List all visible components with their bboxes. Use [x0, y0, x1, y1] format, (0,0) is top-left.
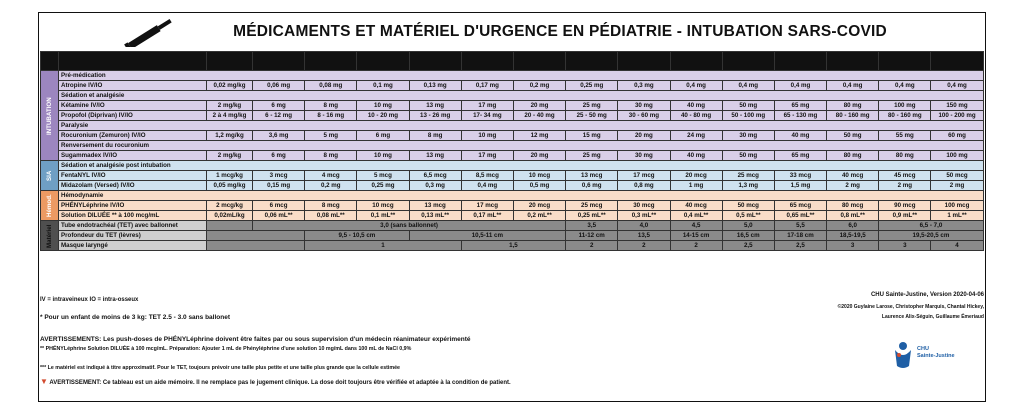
dose-per-kg: 1 mcg/kg: [207, 171, 253, 181]
dose-cell: 65 - 130 mg: [774, 111, 826, 121]
dose-cell: 2 mg: [931, 181, 983, 191]
dose-cell: 80 - 160 mg: [827, 111, 879, 121]
dose-cell: 0,1 mg: [357, 81, 409, 91]
drug-row: [41, 81, 984, 91]
dose-cell: 25 - 50 mg: [566, 111, 618, 121]
dose-cell: 20 mcg: [670, 171, 722, 181]
material-cell: [207, 231, 305, 241]
material-cell: 5,0: [722, 221, 774, 231]
dose-cell: 0,4 mg: [461, 181, 513, 191]
dose-cell: 0,1 mL**: [357, 211, 409, 221]
final-warning: [40, 377, 511, 386]
dose-cell: 17 mg: [461, 151, 513, 161]
subheader-label: Hémodynamie: [59, 191, 984, 201]
header-cell: [59, 52, 207, 71]
header-cell: [618, 52, 670, 71]
material-cell: 6,5 - 7,0: [879, 221, 983, 231]
material-cell: 1,5: [461, 241, 565, 251]
dose-cell: 50 mcg: [931, 171, 983, 181]
drug-name: Masque laryngé: [59, 241, 207, 251]
dose-cell: 40 - 80 mg: [670, 111, 722, 121]
dose-cell: 0,4 mg: [827, 81, 879, 91]
drug-name: Profondeur du TET (lèvres): [59, 231, 207, 241]
material-cell: 3: [879, 241, 931, 251]
final-warning-text: AVERTISSEMENT: Ce tableau est un aide mémoire. Il ne remplace pas le jugement clinique. La dose doit toujours être vérifiée et adaptée à la condition de patient.: [49, 380, 511, 386]
dose-cell: 0,3 mg: [618, 81, 670, 91]
dose-cell: 10 mg: [357, 151, 409, 161]
dose-cell: 40 mg: [670, 151, 722, 161]
dose-cell: 0,25 mg: [566, 81, 618, 91]
subheader-row: [41, 161, 984, 171]
dose-cell: 0,25 mg: [357, 181, 409, 191]
dose-cell: 25 mcg: [566, 201, 618, 211]
dose-cell: 50 mg: [722, 101, 774, 111]
dose-cell: 100 mg: [931, 151, 983, 161]
dose-cell: 20 mg: [618, 131, 670, 141]
material-cell: 3,5: [566, 221, 618, 231]
dose-cell: 0,4 mg: [879, 81, 931, 91]
legend: IV = intraveineux IO = intra-osseux: [40, 297, 139, 303]
dose-cell: 25 mg: [566, 101, 618, 111]
header-cell: [774, 52, 826, 71]
dose-cell: 45 mcg: [879, 171, 931, 181]
dose-per-kg: 1,2 mg/kg: [207, 131, 253, 141]
drug-row: [41, 131, 984, 141]
dose-per-kg: 2 mcg/kg: [207, 201, 253, 211]
material-cell: 3,0 (sans ballonnet): [253, 221, 566, 231]
dose-cell: 0,08 mg: [305, 81, 357, 91]
dose-cell: 6 mg: [253, 151, 305, 161]
dose-cell: 60 mg: [931, 131, 983, 141]
chu-title: CHU: [917, 346, 929, 352]
dose-per-kg: 2 à 4 mg/kg: [207, 111, 253, 121]
drug-row: [41, 241, 984, 251]
drug-row: [41, 101, 984, 111]
material-cell: 17-18 cm: [774, 231, 826, 241]
chu-name: [917, 346, 955, 360]
dose-cell: 0,13 mL**: [409, 211, 461, 221]
dose-cell: 0,4 mg: [722, 81, 774, 91]
dose-cell: 20 - 40 mg: [513, 111, 565, 121]
dose-cell: 0,4 mg: [670, 81, 722, 91]
header-cell: [722, 52, 774, 71]
dose-cell: 2 mg: [827, 181, 879, 191]
subheader-row: [41, 91, 984, 101]
dose-cell: 150 mg: [931, 101, 983, 111]
dose-cell: 90 mcg: [879, 201, 931, 211]
section-label: INTUBATION: [41, 71, 59, 161]
material-cell: 6,0: [827, 221, 879, 231]
subheader-row: [41, 191, 984, 201]
dose-cell: 13 mcg: [409, 201, 461, 211]
material-cell: 4,5: [670, 221, 722, 231]
dose-cell: 20 mcg: [513, 201, 565, 211]
dose-cell: 80 mcg: [827, 201, 879, 211]
dose-cell: 10 mg: [461, 131, 513, 141]
drug-name: Tube endotrachéal (TET) avec ballonnet: [59, 221, 207, 231]
dose-per-kg: 2 mg/kg: [207, 101, 253, 111]
dose-cell: 0,06 mL**: [253, 211, 305, 221]
dose-cell: 30 mg: [722, 131, 774, 141]
material-note: *** Le matériel est indiqué à titre approximatif. Pour le TET, toujours prévoir une taille plus petite et une taille plus grande que la cellule estimée: [40, 365, 400, 371]
credit-authors-2: Laurence Alix-Séguin, Guillaume Émeriaud: [881, 314, 984, 320]
dose-cell: 65 mg: [774, 101, 826, 111]
header-cell: [253, 52, 305, 71]
dose-cell: 40 mcg: [827, 171, 879, 181]
dose-cell: 30 - 60 mg: [618, 111, 670, 121]
header-cell: [409, 52, 461, 71]
dose-cell: 0,17 mg: [461, 81, 513, 91]
dose-cell: 0,4 mg: [931, 81, 983, 91]
drug-name: Midazolam (Versed) IV/IO: [59, 181, 207, 191]
header-cell: [41, 52, 59, 71]
material-cell: 2,5: [722, 241, 774, 251]
dose-cell: 8 mg: [409, 131, 461, 141]
dose-cell: 10 mcg: [513, 171, 565, 181]
material-cell: 11-12 cm: [566, 231, 618, 241]
subheader-label: Pré-médication: [59, 71, 984, 81]
dose-cell: 3 mcg: [253, 171, 305, 181]
header-cell: [513, 52, 565, 71]
dose-cell: 1,3 mg: [722, 181, 774, 191]
dose-cell: 0,08 mL**: [305, 211, 357, 221]
material-cell: 9,5 - 10,5 cm: [305, 231, 409, 241]
subheader-label: Paralysie: [59, 121, 984, 131]
warning-title: AVERTISSEMENTS: Les push-doses de PHÉNYLéphrine doivent être faites par ou sous supervision d'un médecin réanimateur expérimenté: [40, 336, 471, 343]
drug-name: Sugammadex IV/IO: [59, 151, 207, 161]
dose-per-kg: 2 mg/kg: [207, 151, 253, 161]
drug-row: [41, 181, 984, 191]
dose-cell: 0,25 mL**: [566, 211, 618, 221]
subheader-row: [41, 121, 984, 131]
dose-cell: 100 mcg: [931, 201, 983, 211]
dose-cell: 0,8 mg: [618, 181, 670, 191]
dose-cell: 0,17 mL**: [461, 211, 513, 221]
material-cell: [207, 221, 253, 231]
material-cell: 2: [618, 241, 670, 251]
drug-name: FentaNYL IV/IO: [59, 171, 207, 181]
dose-cell: 6 mcg: [253, 201, 305, 211]
dose-cell: 24 mg: [670, 131, 722, 141]
header-cell: [670, 52, 722, 71]
dose-cell: 20 mg: [513, 151, 565, 161]
warning-icon: ▼: [40, 377, 48, 386]
dose-cell: 0,5 mL**: [722, 211, 774, 221]
section-label: Hémod.: [41, 191, 59, 221]
dose-cell: 0,9 mL**: [879, 211, 931, 221]
dose-cell: 30 mg: [618, 101, 670, 111]
header-cell: [357, 52, 409, 71]
dosage-table: [40, 51, 984, 251]
dose-cell: 6 mg: [357, 131, 409, 141]
material-cell: 1: [305, 241, 462, 251]
header-cell: [207, 52, 253, 71]
header-cell: [566, 52, 618, 71]
dose-cell: 1 mg: [670, 181, 722, 191]
header-cell: [461, 52, 513, 71]
header-cell: [305, 52, 357, 71]
dose-cell: 80 mg: [879, 151, 931, 161]
dose-cell: 0,3 mL**: [618, 211, 670, 221]
dose-cell: 8,5 mcg: [461, 171, 513, 181]
dose-cell: 10 - 20 mg: [357, 111, 409, 121]
drug-row: [41, 151, 984, 161]
dose-cell: 33 mcg: [774, 171, 826, 181]
dose-cell: 0,3 mg: [409, 181, 461, 191]
material-cell: 2: [566, 241, 618, 251]
section-label: Matériel: [41, 221, 59, 251]
dose-cell: 20 mg: [513, 101, 565, 111]
drug-row: [41, 201, 984, 211]
dose-cell: 0,2 mg: [513, 81, 565, 91]
material-cell: 5,5: [774, 221, 826, 231]
drug-name: Propofol (Diprivan) IV/IO: [59, 111, 207, 121]
material-cell: 18,5-19,5: [827, 231, 879, 241]
subheader-row: [41, 71, 984, 81]
section-label: SIA: [41, 161, 59, 191]
dose-cell: 12 mg: [513, 131, 565, 141]
dose-cell: 0,6 mg: [566, 181, 618, 191]
header-cell: [827, 52, 879, 71]
material-cell: 14-15 cm: [670, 231, 722, 241]
dose-per-kg: 0,05 mg/kg: [207, 181, 253, 191]
dose-cell: 40 mg: [774, 131, 826, 141]
subheader-label: Sédation et analgésie post intubation: [59, 161, 984, 171]
dose-cell: 3,6 mg: [253, 131, 305, 141]
dose-cell: 25 mcg: [722, 171, 774, 181]
dose-cell: 40 mg: [670, 101, 722, 111]
header-cell: [931, 52, 983, 71]
dose-per-kg: 0,02 mg/kg: [207, 81, 253, 91]
drug-row: [41, 231, 984, 241]
dose-cell: 50 mg: [827, 131, 879, 141]
dose-cell: 10 mg: [357, 101, 409, 111]
dose-cell: 4 mcg: [305, 171, 357, 181]
dose-cell: 10 mcg: [357, 201, 409, 211]
material-cell: [207, 241, 305, 251]
dose-cell: 0,4 mL**: [670, 211, 722, 221]
dose-cell: 8 mcg: [305, 201, 357, 211]
drug-row: [41, 171, 984, 181]
warning-preparation: ** PHÉNYLéphrine Solution DILUÉE à 100 mcg/mL. Préparation: Ajouter 1 mL de Phényléphrine d'une solution 10 mg/mL dans 100 mL de NaCl 0,9%: [40, 346, 412, 352]
drug-name: Kétamine IV/IO: [59, 101, 207, 111]
dose-cell: 6 - 12 mg: [253, 111, 305, 121]
dose-cell: 0,2 mL**: [513, 211, 565, 221]
dose-cell: 40 mcg: [670, 201, 722, 211]
dose-cell: 5 mcg: [357, 171, 409, 181]
dose-cell: 80 - 160 mg: [879, 111, 931, 121]
dose-cell: 55 mg: [879, 131, 931, 141]
dose-cell: 80 mg: [827, 151, 879, 161]
dose-cell: 65 mg: [774, 151, 826, 161]
drug-name: Atropine IV/IO: [59, 81, 207, 91]
dose-cell: 6,5 mcg: [409, 171, 461, 181]
drug-name: Rocuronium (Zemuron) IV/IO: [59, 131, 207, 141]
dose-cell: 1 mL**: [931, 211, 983, 221]
dose-cell: 25 mg: [566, 151, 618, 161]
dose-cell: 8 - 16 mg: [305, 111, 357, 121]
dose-cell: 0,4 mg: [774, 81, 826, 91]
dose-cell: 0,13 mg: [409, 81, 461, 91]
dose-cell: 65 mcg: [774, 201, 826, 211]
dose-cell: 13 mcg: [566, 171, 618, 181]
credit-version: CHU Sainte-Justine, Version 2020-04-06: [870, 292, 984, 298]
material-cell: 2,5: [774, 241, 826, 251]
dose-cell: 17 mcg: [461, 201, 513, 211]
dose-cell: 50 mcg: [722, 201, 774, 211]
material-cell: 4,0: [618, 221, 670, 231]
dose-cell: 30 mcg: [618, 201, 670, 211]
dose-cell: 0,15 mg: [253, 181, 305, 191]
dose-cell: 17- 34 mg: [461, 111, 513, 121]
drug-name: PHÉNYLéphrine IV/IO: [59, 201, 207, 211]
dose-cell: 100 mg: [879, 101, 931, 111]
page-title: MÉDICAMENTS ET MATÉRIEL D'URGENCE EN PÉDIATRIE - INTUBATION SARS-COVID: [233, 23, 887, 40]
chu-subtitle: Sainte-Justine: [917, 353, 955, 359]
subheader-label: Sédation et analgésie: [59, 91, 984, 101]
header-cell: [879, 52, 931, 71]
dose-cell: 0,2 mg: [305, 181, 357, 191]
material-cell: 13,5: [618, 231, 670, 241]
dose-cell: 13 mg: [409, 151, 461, 161]
dose-cell: 100 - 200 mg: [931, 111, 983, 121]
drug-row: [41, 211, 984, 221]
dose-cell: 6 mg: [253, 101, 305, 111]
dose-cell: 17 mg: [461, 101, 513, 111]
dose-cell: 17 mcg: [618, 171, 670, 181]
dose-cell: 0,5 mg: [513, 181, 565, 191]
syringe-icon: [120, 19, 180, 47]
dose-per-kg: 0,02mL/kg: [207, 211, 253, 221]
dose-cell: 8 mg: [305, 101, 357, 111]
dose-cell: 8 mg: [305, 151, 357, 161]
dose-cell: 80 mg: [827, 101, 879, 111]
dose-cell: 30 mg: [618, 151, 670, 161]
tube-note: * Pour un enfant de moins de 3 kg: TET 2.5 - 3.0 sans ballonet: [40, 314, 230, 321]
material-cell: 16,5 cm: [722, 231, 774, 241]
dose-cell: 15 mg: [566, 131, 618, 141]
dose-cell: 50 - 100 mg: [722, 111, 774, 121]
material-cell: 3: [827, 241, 879, 251]
material-cell: 4: [931, 241, 983, 251]
drug-row: [41, 111, 984, 121]
dose-cell: 1,5 mg: [774, 181, 826, 191]
title-bar: [40, 13, 984, 51]
credit-authors: ©2020 Guylaine Larose, Christopher Marquis, Chantal Hickey,: [837, 304, 984, 310]
material-cell: 19,5-20,5 cm: [879, 231, 983, 241]
dose-cell: 5 mg: [305, 131, 357, 141]
drug-row: [41, 221, 984, 231]
dose-cell: 2 mg: [879, 181, 931, 191]
dose-cell: 50 mg: [722, 151, 774, 161]
drug-name: Solution DILUÉE ** à 100 mcg/mL: [59, 211, 207, 221]
dose-cell: 0,06 mg: [253, 81, 305, 91]
dose-cell: 13 mg: [409, 101, 461, 111]
dose-cell: 0,65 mL**: [774, 211, 826, 221]
dose-cell: 13 - 26 mg: [409, 111, 461, 121]
subheader-row: [41, 141, 984, 151]
dose-cell: 0,8 mL**: [827, 211, 879, 221]
material-cell: 2: [670, 241, 722, 251]
material-cell: 10,5-11 cm: [409, 231, 566, 241]
subheader-label: Renversement du rocuronium: [59, 141, 984, 151]
